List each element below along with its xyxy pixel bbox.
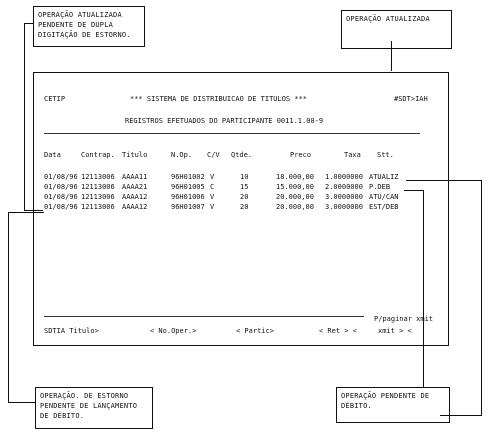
cell-data: 01/08/96	[44, 173, 78, 181]
terminal-screen	[33, 72, 449, 346]
cell-qtde: 20	[240, 193, 249, 201]
screen-title: *** SISTEMA DE DISTRIBUICAO DE TITULOS ***	[130, 95, 308, 103]
cell-nop: 96H01006	[171, 193, 205, 201]
leader-line	[481, 180, 482, 416]
col-header-taxa: Taxa	[344, 151, 361, 159]
cell-taxa: 1.0000000	[325, 173, 363, 181]
callout-pending-debit: OPERAÇÃO PENDENTE DE DÉBITO.	[336, 387, 450, 423]
cell-titulo: AAAA12	[122, 193, 148, 201]
footer-divider	[44, 316, 364, 317]
cell-nop: 96H01002	[171, 173, 205, 181]
cell-stt: ATU/CAN	[369, 193, 399, 201]
cell-qtde: 20	[240, 203, 249, 211]
col-header-titulo: Titulo	[122, 151, 148, 159]
pagination-hint: P/paginar xmit	[374, 315, 434, 323]
nav-participante-key[interactable]: < Partic>	[236, 327, 274, 335]
cell-data: 01/08/96	[44, 183, 78, 191]
cell-taxa: 3.0000000	[325, 193, 363, 201]
cell-stt: P.DEB	[369, 183, 391, 191]
system-name: CETIP	[44, 95, 66, 103]
cell-stt: ATUALIZ	[369, 173, 399, 181]
cell-data: 01/08/96	[44, 193, 78, 201]
callout-reversal-pending: OPERAÇÃO. DE ESTORNO PENDENTE DE LANÇAMENTO DE DÉBITO.	[35, 387, 153, 429]
leader-line	[8, 212, 9, 403]
cell-preco: 15.000,00	[276, 183, 314, 191]
col-header-data: Data	[44, 151, 61, 159]
cell-titulo: AAAA12	[122, 203, 148, 211]
cell-cv: V	[210, 193, 215, 201]
footer-command[interactable]: SDTIA Titulo>	[44, 327, 99, 335]
col-header-stt: Stt.	[377, 151, 394, 159]
nav-xmit-key[interactable]: xmit > <	[378, 327, 412, 335]
cell-titulo: AAAA11	[122, 173, 148, 181]
cell-contrap: 12113006	[81, 203, 115, 211]
callout-pending-double-entry: OPERAÇÃO ATUALIZADA PENDENTE DE DUPLA DIGITAÇÃO DE ESTORNO.	[33, 6, 145, 47]
col-header-contrap: Contrap.	[81, 151, 115, 159]
callout-updated: OPERAÇÃO ATUALIZADA	[341, 10, 452, 49]
cell-qtde: 15	[240, 183, 249, 191]
cell-stt: EST/DEB	[369, 203, 399, 211]
header-divider	[44, 133, 420, 134]
cell-data: 01/08/96	[44, 203, 78, 211]
screen-code: #SDT>IAH	[394, 95, 428, 103]
leader-line	[440, 415, 482, 416]
cell-cv: V	[210, 203, 215, 211]
cell-cv: C	[210, 183, 215, 191]
col-header-cv: C/V	[207, 151, 220, 159]
leader-line	[24, 23, 25, 211]
cell-contrap: 12113006	[81, 183, 115, 191]
cell-cv: V	[210, 173, 215, 181]
cell-preco: 18.000,00	[276, 173, 314, 181]
screen-subtitle: REGISTROS EFETUADOS DO PARTICIPANTE 0011.1.00-9	[125, 117, 324, 125]
nav-operacao-key[interactable]: < No.Oper.>	[150, 327, 197, 335]
cell-preco: 20.000,00	[276, 203, 314, 211]
col-header-preco: Preco	[290, 151, 312, 159]
col-header-qtde: Qtde.	[231, 151, 253, 159]
cell-contrap: 12113006	[81, 173, 115, 181]
cell-qtde: 10	[240, 173, 249, 181]
cell-nop: 96H01007	[171, 203, 205, 211]
cell-nop: 96H01005	[171, 183, 205, 191]
nav-ret-key[interactable]: < Ret > <	[319, 327, 357, 335]
cell-taxa: 3.0000000	[325, 203, 363, 211]
leader-line	[24, 23, 33, 24]
cell-contrap: 12113006	[81, 193, 115, 201]
col-header-nop: N.Op.	[171, 151, 193, 159]
leader-line	[391, 41, 392, 71]
cell-preco: 20.000,00	[276, 193, 314, 201]
cell-taxa: 2.0000000	[325, 183, 363, 191]
cell-titulo: AAAA21	[122, 183, 148, 191]
leader-line	[8, 402, 35, 403]
